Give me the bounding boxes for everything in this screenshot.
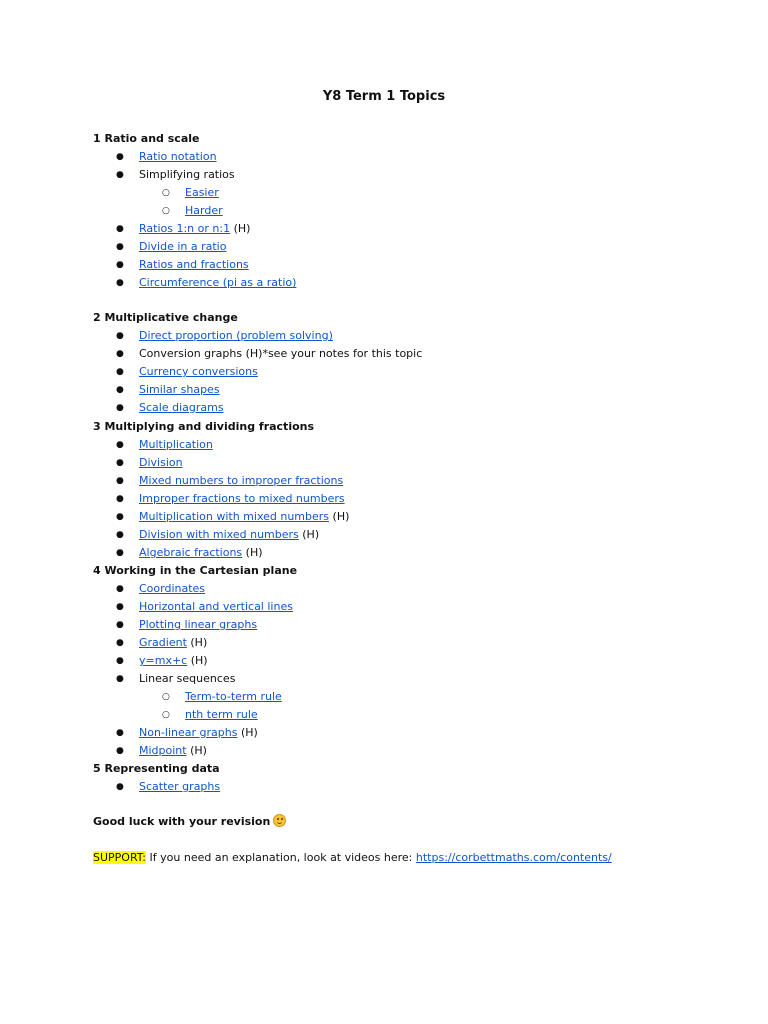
list-item <box>139 743 207 759</box>
subtopic-link[interactable]: Term-to-term rule <box>185 690 282 703</box>
higher-tier-marker: (H) <box>242 546 263 559</box>
topic-link[interactable]: y=mx+c <box>139 654 188 667</box>
topic-link[interactable]: Plotting linear graphs <box>139 618 258 631</box>
list-item <box>139 275 296 291</box>
topic-link[interactable]: Ratios 1:n or n:1 <box>139 222 231 235</box>
list-item <box>139 617 257 633</box>
higher-tier-marker: (H) <box>187 654 208 667</box>
bullet-icon: ● <box>116 367 124 377</box>
bullet-icon: ● <box>116 349 124 359</box>
sub-bullet-icon: ○ <box>162 692 170 702</box>
sub-list-item <box>185 689 282 705</box>
topic-link[interactable]: Non-linear graphs <box>139 726 238 739</box>
bullet-icon: ● <box>116 152 124 162</box>
smiley-icon <box>273 814 286 827</box>
bullet-icon: ● <box>116 458 124 468</box>
sub-list-item <box>185 203 223 219</box>
list-item <box>139 725 258 741</box>
list-item <box>139 545 263 561</box>
topic-link[interactable]: Improper fractions to mixed numbers <box>139 492 345 505</box>
bullet-icon: ● <box>116 278 124 288</box>
topic-link[interactable]: Horizontal and vertical lines <box>139 600 293 613</box>
sub-bullet-icon: ○ <box>162 206 170 216</box>
topic-link[interactable]: Currency conversions <box>139 365 258 378</box>
list-item <box>139 779 220 795</box>
support-label: SUPPORT: <box>93 851 147 864</box>
bullet-icon: ● <box>116 170 124 180</box>
support-link[interactable]: https://corbettmaths.com/contents/ <box>415 851 612 864</box>
topic-link[interactable]: Direct proportion (problem solving) <box>139 329 333 342</box>
list-item <box>139 473 343 489</box>
topic-link[interactable]: Multiplication with mixed numbers <box>139 510 330 523</box>
list-item <box>139 509 349 525</box>
topic-link[interactable]: Coordinates <box>139 582 206 595</box>
list-item <box>139 599 293 615</box>
bullet-icon: ● <box>116 782 124 792</box>
list-item <box>139 581 205 597</box>
list-item <box>139 527 319 543</box>
subtopic-link[interactable]: Harder <box>185 204 223 217</box>
subtopic-link[interactable]: nth term rule <box>185 708 258 721</box>
section-heading: 2 Multiplicative change <box>93 311 238 324</box>
bullet-icon: ● <box>116 512 124 522</box>
topic-text: Linear sequences <box>139 672 236 685</box>
bullet-icon: ● <box>116 403 124 413</box>
list-item <box>139 400 224 416</box>
topic-link[interactable]: Ratio notation <box>139 150 217 163</box>
bullet-icon: ● <box>116 638 124 648</box>
bullet-icon: ● <box>116 584 124 594</box>
topic-link[interactable]: Multiplication <box>139 438 213 451</box>
list-item <box>139 149 217 165</box>
subtopic-link[interactable]: Easier <box>185 186 219 199</box>
section-heading: 3 Multiplying and dividing fractions <box>93 420 315 433</box>
list-item <box>139 167 235 183</box>
sub-bullet-icon: ○ <box>162 710 170 720</box>
list-item <box>139 328 333 344</box>
topic-text: Conversion graphs (H)*see your notes for this topic <box>139 347 423 360</box>
bullet-icon: ● <box>116 260 124 270</box>
higher-tier-marker: (H) <box>230 222 251 235</box>
topic-link[interactable]: Mixed numbers to improper fractions <box>139 474 344 487</box>
good-luck-text: Good luck with your revision <box>93 815 271 828</box>
list-item <box>139 239 226 255</box>
topic-link[interactable]: Algebraic fractions <box>139 546 243 559</box>
document-title: Y8 Term 1 Topics <box>322 89 446 104</box>
support-text: If you need an explanation, look at videos here: <box>146 851 416 864</box>
sub-list-item <box>185 185 219 201</box>
topic-link[interactable]: Gradient <box>139 636 187 649</box>
bullet-icon: ● <box>116 476 124 486</box>
topic-link[interactable]: Scatter graphs <box>139 780 221 793</box>
bullet-icon: ● <box>116 385 124 395</box>
bullet-icon: ● <box>116 674 124 684</box>
higher-tier-marker: (H) <box>329 510 350 523</box>
sub-bullet-icon: ○ <box>162 188 170 198</box>
list-item <box>139 671 235 687</box>
topic-link[interactable]: Division with mixed numbers <box>139 528 299 541</box>
bullet-icon: ● <box>116 746 124 756</box>
bullet-icon: ● <box>116 728 124 738</box>
list-item <box>139 382 220 398</box>
list-item <box>139 221 250 237</box>
list-item <box>139 455 183 471</box>
list-item <box>139 437 213 453</box>
higher-tier-marker: (H) <box>237 726 258 739</box>
topic-link[interactable]: Ratios and fractions <box>139 258 249 271</box>
topic-link[interactable]: Midpoint <box>139 744 187 757</box>
list-item <box>139 346 422 362</box>
bullet-icon: ● <box>116 530 124 540</box>
bullet-icon: ● <box>116 331 124 341</box>
higher-tier-marker: (H) <box>186 636 208 649</box>
bullet-icon: ● <box>116 548 124 558</box>
list-item <box>139 491 345 507</box>
bullet-icon: ● <box>116 656 124 666</box>
higher-tier-marker: (H) <box>186 744 207 757</box>
good-luck-line <box>93 814 286 830</box>
bullet-icon: ● <box>116 620 124 630</box>
bullet-icon: ● <box>116 602 124 612</box>
bullet-icon: ● <box>116 440 124 450</box>
topic-text: Simplifying ratios <box>139 168 235 181</box>
topic-link[interactable]: Division <box>139 456 183 469</box>
list-item <box>139 653 208 669</box>
sub-list-item <box>185 707 258 723</box>
list-item <box>139 257 249 273</box>
topic-link[interactable]: Scale diagrams <box>139 401 224 414</box>
topic-link[interactable]: Circumference (pi as a ratio) <box>139 276 297 289</box>
bullet-icon: ● <box>116 224 124 234</box>
list-item <box>139 364 258 380</box>
support-line <box>93 850 612 866</box>
section-heading: 4 Working in the Cartesian plane <box>93 564 298 577</box>
section-heading: 5 Representing data <box>93 762 220 775</box>
list-item <box>139 635 207 651</box>
section-heading: 1 Ratio and scale <box>93 132 200 145</box>
higher-tier-marker: (H) <box>298 528 320 541</box>
topic-link[interactable]: Divide in a ratio <box>139 240 227 253</box>
bullet-icon: ● <box>116 242 124 252</box>
topic-link[interactable]: Similar shapes <box>139 383 220 396</box>
bullet-icon: ● <box>116 494 124 504</box>
